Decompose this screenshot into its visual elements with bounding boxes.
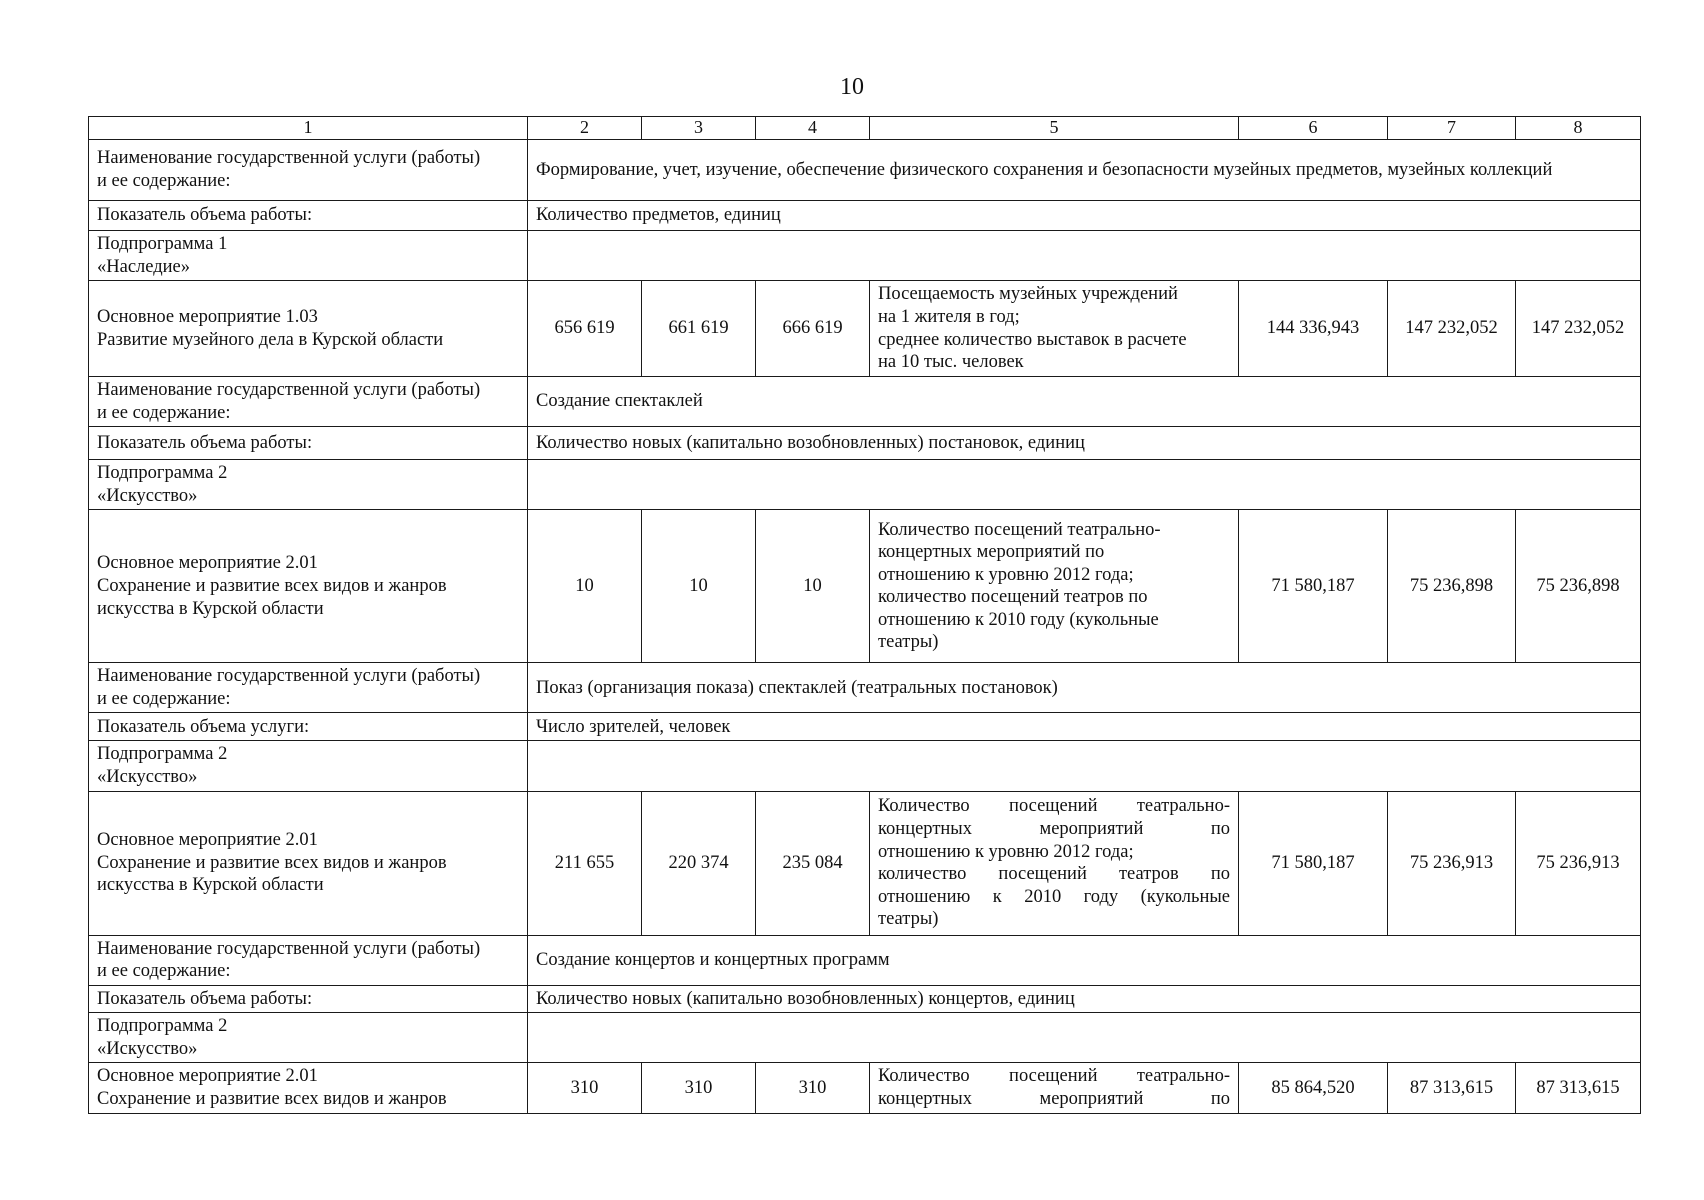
value-col-4: 235 084 (756, 791, 870, 935)
amount-col-8: 147 232,052 (1516, 281, 1641, 377)
event-row (89, 281, 1641, 377)
event-label: Основное мероприятие 2.01 Сохранение и развитие всех видов и жанров (89, 1063, 528, 1113)
event-label: Основное мероприятие 2.01 Сохранение и развитие всех видов и жанров искусства в Курской области (89, 510, 528, 663)
value-col-4: 10 (756, 510, 870, 663)
value-col-2: 211 655 (528, 791, 642, 935)
amount-col-8: 87 313,615 (1516, 1063, 1641, 1113)
subprogram-empty-cell (528, 1013, 1641, 1063)
indicator-row (89, 427, 1641, 460)
indicator-value: Количество новых (капитально возобновленных) концертов, единиц (528, 985, 1641, 1013)
event-row (89, 510, 1641, 663)
service-label: Наименование государственной услуги (работы) и ее содержание: (89, 377, 528, 427)
column-number-row (89, 117, 1641, 140)
column-number: 3 (642, 117, 756, 140)
service-row (89, 139, 1641, 200)
event-row (89, 791, 1641, 935)
subprogram-empty-cell (528, 741, 1641, 791)
indicator-text: Количество посещений театрально- концертных мероприятий по отношению к уровню 2012 года; количество посещений театров по отношению к 2010 году (кукольные театры) (870, 510, 1239, 663)
value-col-3: 10 (642, 510, 756, 663)
service-value: Создание концертов и концертных программ (528, 935, 1641, 985)
amount-col-7: 147 232,052 (1388, 281, 1516, 377)
service-label: Наименование государственной услуги (работы) и ее содержание: (89, 139, 528, 200)
subprogram-label: Подпрограмма 2 «Искусство» (89, 1013, 528, 1063)
page-number: 10 (840, 74, 864, 100)
event-label: Основное мероприятие 1.03 Развитие музейного дела в Курской области (89, 281, 528, 377)
indicator-value: Количество предметов, единиц (528, 200, 1641, 230)
indicator-label: Показатель объема работы: (89, 427, 528, 460)
service-label: Наименование государственной услуги (работы) и ее содержание: (89, 935, 528, 985)
event-row (89, 1063, 1641, 1113)
service-label: Наименование государственной услуги (работы) и ее содержание: (89, 663, 528, 713)
indicator-value: Количество новых (капитально возобновленных) постановок, единиц (528, 427, 1641, 460)
column-number: 8 (1516, 117, 1641, 140)
indicator-label: Показатель объема работы: (89, 200, 528, 230)
subprogram-row (89, 460, 1641, 510)
service-row (89, 377, 1641, 427)
value-col-2: 656 619 (528, 281, 642, 377)
column-number: 6 (1239, 117, 1388, 140)
amount-col-8: 75 236,898 (1516, 510, 1641, 663)
column-number: 7 (1388, 117, 1516, 140)
subprogram-empty-cell (528, 230, 1641, 280)
value-col-4: 666 619 (756, 281, 870, 377)
program-table (88, 116, 1641, 1114)
value-col-2: 310 (528, 1063, 642, 1113)
indicator-value: Число зрителей, человек (528, 713, 1641, 741)
indicator-text: Количество посещений театрально- концертных мероприятий по отношению к уровню 2012 года; количество посещений театров по отношению к 2010 году (кукольные театры) (870, 791, 1239, 935)
subprogram-row (89, 741, 1641, 791)
event-label: Основное мероприятие 2.01 Сохранение и развитие всех видов и жанров искусства в Курской области (89, 791, 528, 935)
amount-col-6: 85 864,520 (1239, 1063, 1388, 1113)
indicator-row (89, 985, 1641, 1013)
amount-col-7: 75 236,898 (1388, 510, 1516, 663)
service-value: Формирование, учет, изучение, обеспечение физического сохранения и безопасности музейных предметов, музейных коллекций (528, 139, 1641, 200)
subprogram-label: Подпрограмма 1 «Наследие» (89, 230, 528, 280)
amount-col-7: 75 236,913 (1388, 791, 1516, 935)
service-row (89, 935, 1641, 985)
column-number: 5 (870, 117, 1239, 140)
column-number: 4 (756, 117, 870, 140)
indicator-text: Посещаемость музейных учреждений на 1 жителя в год; среднее количество выставок в расчете на 10 тыс. человек (870, 281, 1239, 377)
indicator-label: Показатель объема услуги: (89, 713, 528, 741)
value-col-4: 310 (756, 1063, 870, 1113)
column-number: 1 (89, 117, 528, 140)
value-col-3: 220 374 (642, 791, 756, 935)
subprogram-empty-cell (528, 460, 1641, 510)
indicator-row (89, 200, 1641, 230)
value-col-2: 10 (528, 510, 642, 663)
service-value: Создание спектаклей (528, 377, 1641, 427)
amount-col-6: 71 580,187 (1239, 791, 1388, 935)
indicator-text: Количество посещений театрально- концертных мероприятий по (870, 1063, 1239, 1113)
service-row (89, 663, 1641, 713)
subprogram-row (89, 230, 1641, 280)
value-col-3: 661 619 (642, 281, 756, 377)
subprogram-label: Подпрограмма 2 «Искусство» (89, 460, 528, 510)
subprogram-row (89, 1013, 1641, 1063)
amount-col-6: 71 580,187 (1239, 510, 1388, 663)
amount-col-7: 87 313,615 (1388, 1063, 1516, 1113)
service-value: Показ (организация показа) спектаклей (театральных постановок) (528, 663, 1641, 713)
amount-col-6: 144 336,943 (1239, 281, 1388, 377)
indicator-row (89, 713, 1641, 741)
indicator-label: Показатель объема работы: (89, 985, 528, 1013)
column-number: 2 (528, 117, 642, 140)
subprogram-label: Подпрограмма 2 «Искусство» (89, 741, 528, 791)
value-col-3: 310 (642, 1063, 756, 1113)
amount-col-8: 75 236,913 (1516, 791, 1641, 935)
